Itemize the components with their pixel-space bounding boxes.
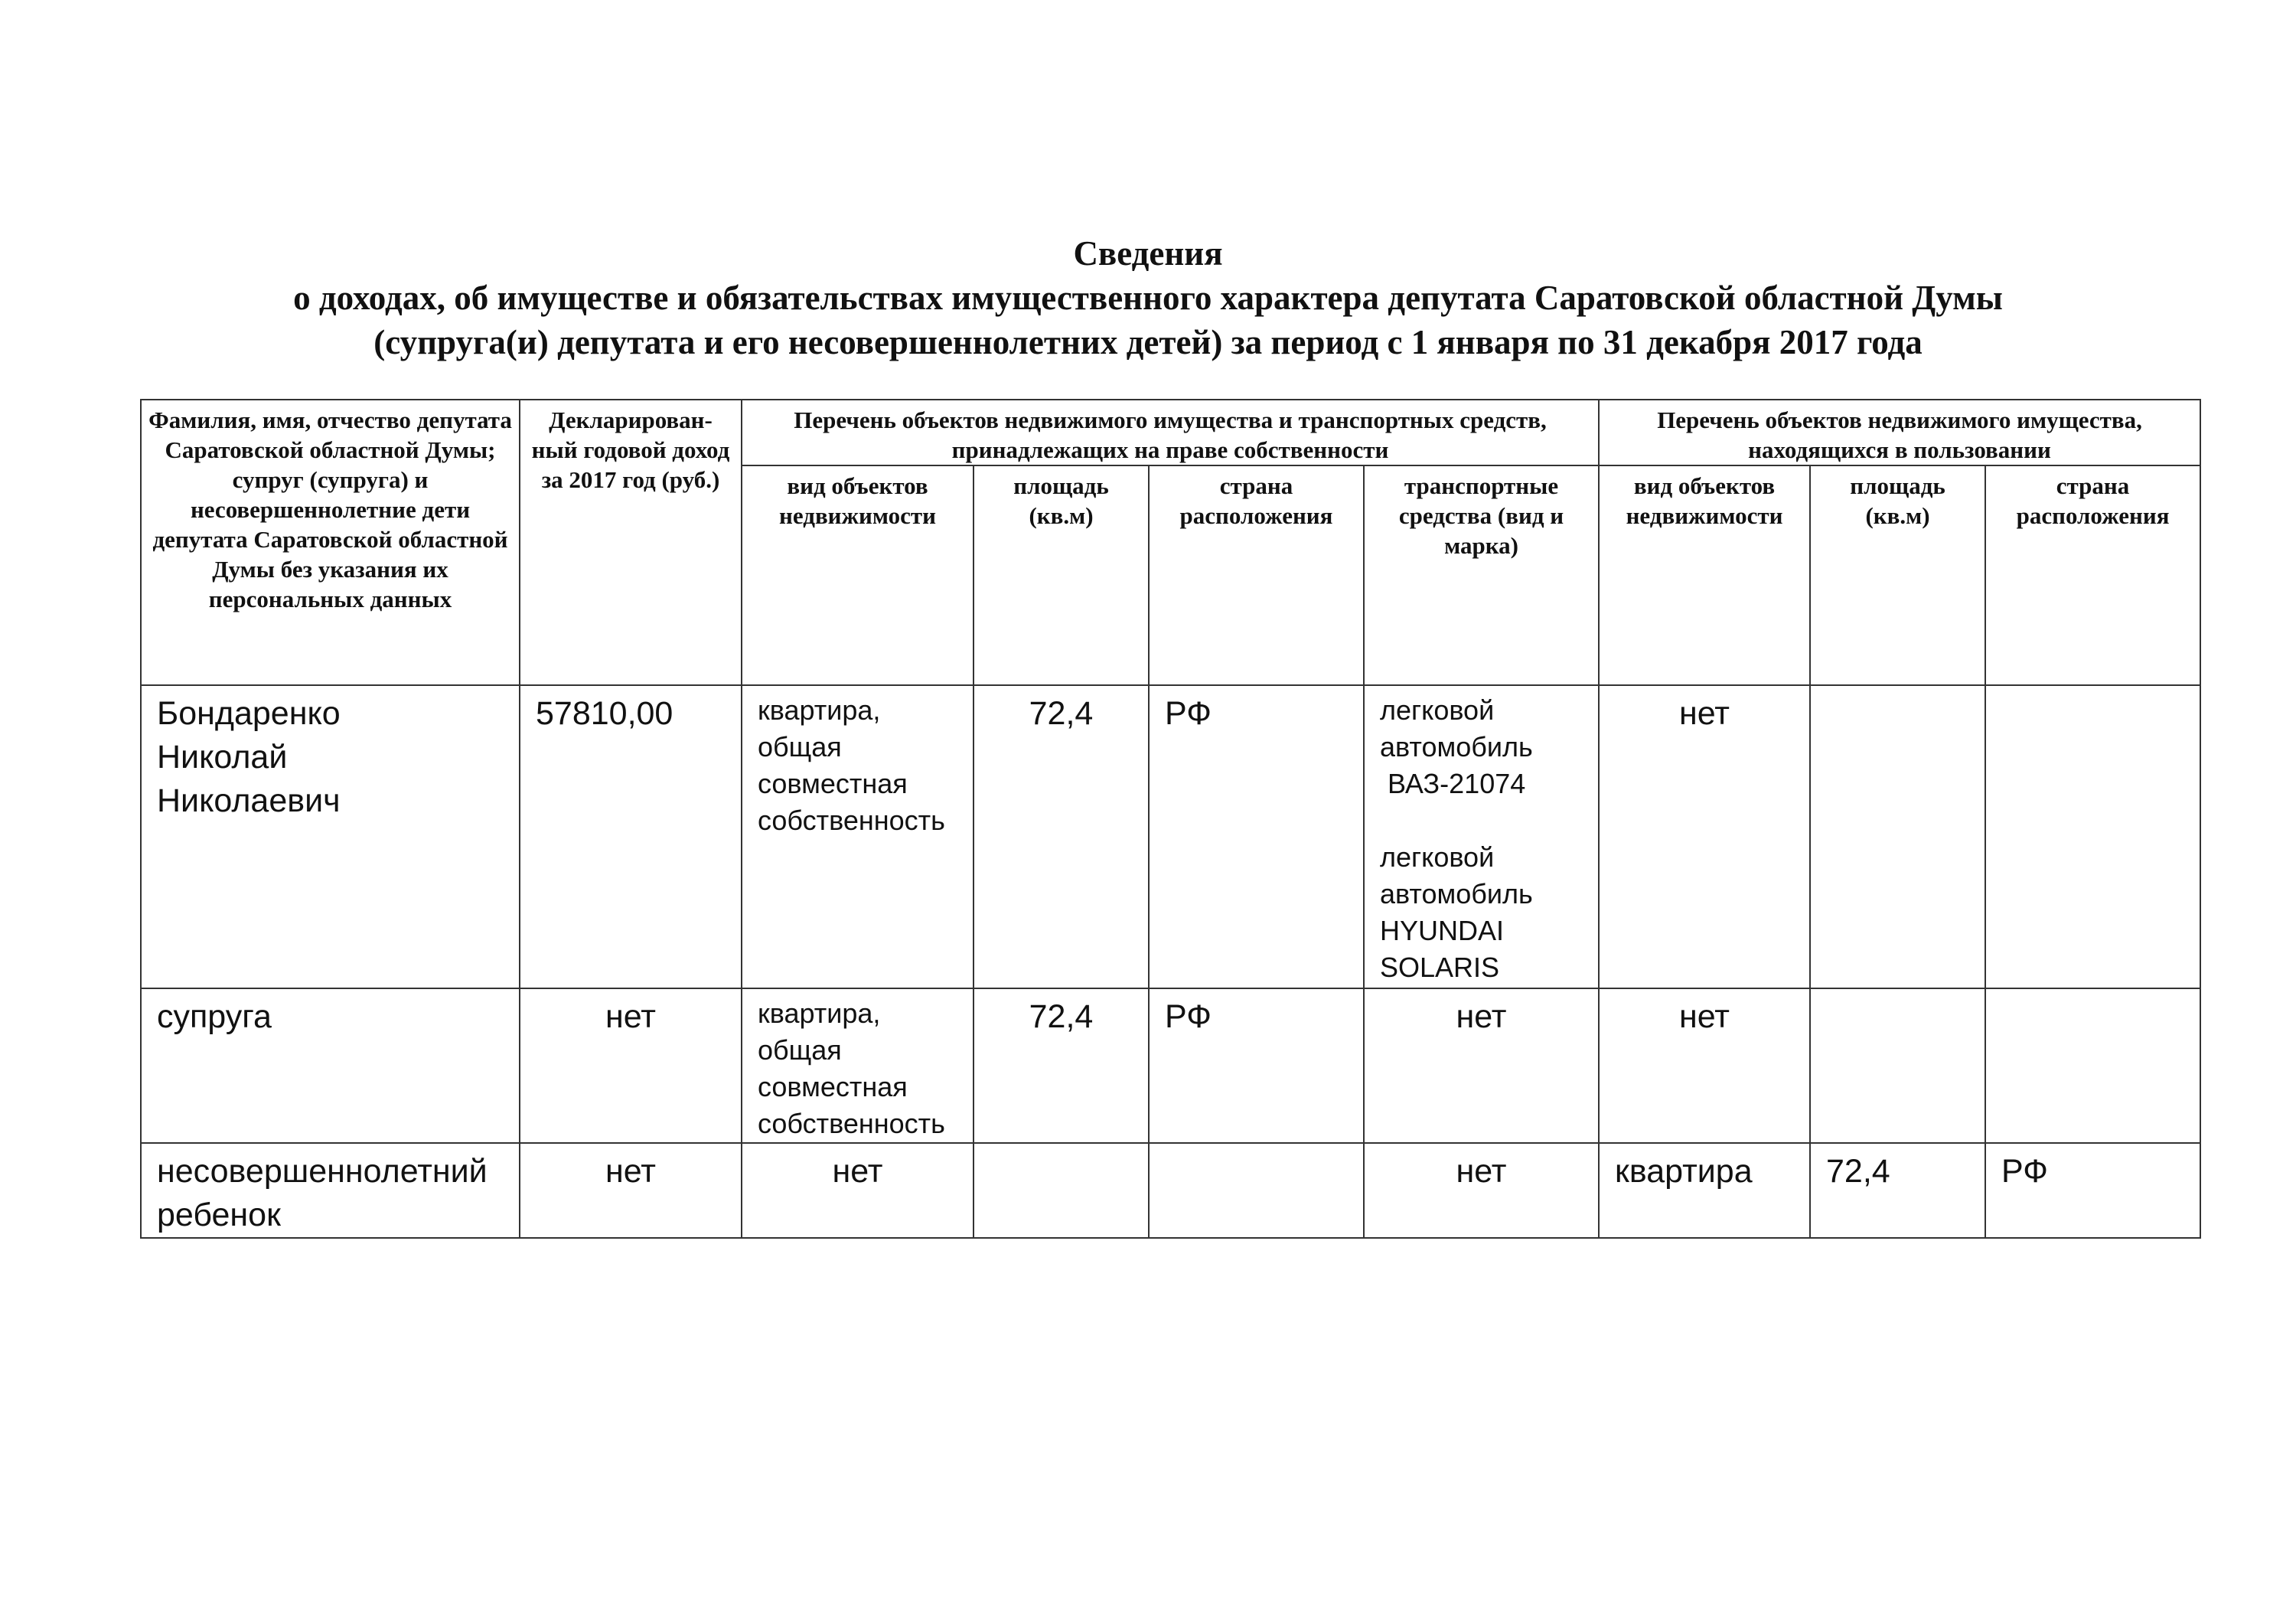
cell-used-country: РФ (1985, 1143, 2200, 1238)
header-person: Фамилия, имя, отчество депутата Саратовской областной Думы; супруг (супруга) и несовершеннолетние дети депутата Саратовской областной Думы без указания их персональных данных (141, 400, 520, 685)
cell-owned-type: квартира, общая совместная собственность (742, 685, 974, 988)
cell-used-type: нет (1599, 685, 1810, 988)
cell-owned-area (974, 1143, 1149, 1238)
cell-income: нет (520, 1143, 742, 1238)
title-line-3: (супруга(и) депутата и его несовершеннолетних детей) за период с 1 января по 31 декабря 2017 года (373, 323, 1923, 361)
table-row (141, 988, 2200, 1143)
cell-used-country (1985, 988, 2200, 1143)
cell-owned-area: 72,4 (974, 685, 1149, 988)
cell-owned-country (1149, 1143, 1364, 1238)
cell-owned-area: 72,4 (974, 988, 1149, 1143)
document-title (0, 231, 2296, 364)
cell-used-area (1810, 685, 1985, 988)
title-line-2: о доходах, об имуществе и обязательствах имущественного характера депутата Саратовской областной Думы (293, 279, 2003, 317)
header-owned-vehicles: транспортные средства (вид и марка) (1364, 465, 1599, 685)
header-used-group: Перечень объектов недвижимого имущества, находящихся в пользовании (1599, 400, 2200, 465)
cell-owned-type: нет (742, 1143, 974, 1238)
cell-owned-country: РФ (1149, 988, 1364, 1143)
cell-owned-country: РФ (1149, 685, 1364, 988)
cell-used-type: нет (1599, 988, 1810, 1143)
title-line-1: Сведения (1073, 234, 1223, 273)
header-owned-group: Перечень объектов недвижимого имущества и транспортных средств, принадлежащих на праве собственности (742, 400, 1599, 465)
cell-person: несовершеннолетний ребенок (141, 1143, 520, 1238)
header-row-1 (141, 400, 2200, 465)
header-income: Декларирован-ный годовой доход за 2017 год (руб.) (520, 400, 742, 685)
table-row (141, 1143, 2200, 1238)
cell-income: 57810,00 (520, 685, 742, 988)
table-row (141, 685, 2200, 988)
cell-used-area (1810, 988, 1985, 1143)
cell-person: Бондаренко Николай Николаевич (141, 685, 520, 988)
cell-owned-vehicles: нет (1364, 1143, 1599, 1238)
cell-used-type: квартира (1599, 1143, 1810, 1238)
header-owned-area: площадь (кв.м) (974, 465, 1149, 685)
cell-owned-type: квартира, общая совместная собственность (742, 988, 974, 1143)
cell-used-country (1985, 685, 2200, 988)
declaration-table (140, 399, 2201, 1239)
cell-used-area: 72,4 (1810, 1143, 1985, 1238)
cell-owned-vehicles: легковой автомобиль ВАЗ-21074 легковой автомобиль HYUNDAI SOLARIS (1364, 685, 1599, 988)
cell-income: нет (520, 988, 742, 1143)
header-owned-type: вид объектов недвижимости (742, 465, 974, 685)
header-owned-country: страна расположения (1149, 465, 1364, 685)
header-used-area: площадь (кв.м) (1810, 465, 1985, 685)
cell-owned-vehicles: нет (1364, 988, 1599, 1143)
header-used-type: вид объектов недвижимости (1599, 465, 1810, 685)
header-used-country: страна расположения (1985, 465, 2200, 685)
cell-person: супруга (141, 988, 520, 1143)
